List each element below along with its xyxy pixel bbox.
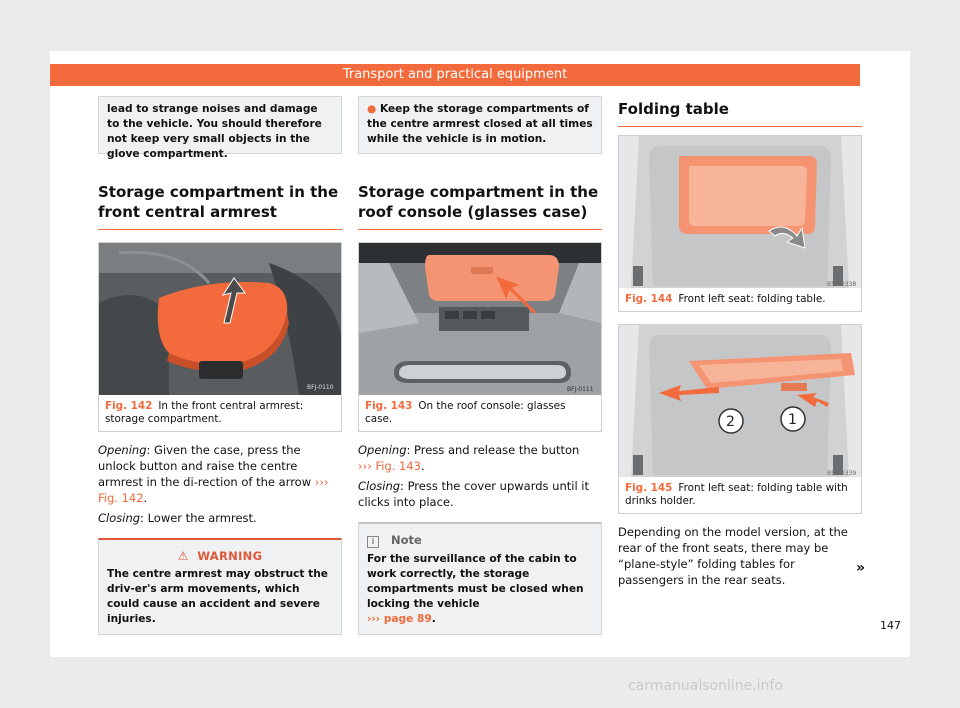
folding-table-paragraph: Depending on the model version, at the rear of the front seats, there may be “plane-style” folding tables for passengers in the rear seats. — [618, 525, 848, 587]
figure-code: BFJ-0110 — [307, 384, 334, 391]
figure-label: Fig. 145 — [625, 482, 673, 494]
intro-box-text: lead to strange noises and damage to the vehicle. You should therefore not keep very small objects in the glove compartment. — [107, 103, 322, 160]
figure-caption-text: Front left seat: folding table with drinks holder. — [625, 482, 848, 507]
armrest-illustration — [99, 243, 341, 395]
figure-caption — [359, 395, 601, 431]
opening-label: Opening — [358, 443, 407, 457]
closing-text: : Lower the armrest. — [140, 511, 257, 525]
opening-text: : Given the case, press the unlock button and raise the centre armrest in the di-rection of the arrow — [98, 443, 315, 489]
closing-paragraph — [358, 478, 602, 510]
callout-1-number: 1 — [788, 412, 797, 428]
figure-145 — [618, 324, 862, 514]
opening-paragraph: Opening: Given the case, press the unlock button and raise the centre armrest in the di-rection of the arrow ››› Fig. 142. — [98, 443, 329, 505]
folding-table-drinks-holder-illustration — [619, 325, 861, 477]
figure-caption-text: On the roof console: glasses case. — [365, 400, 566, 425]
figure-label: Fig. 142 — [105, 400, 153, 412]
continue-marker: » — [856, 560, 866, 576]
warning-icon: ⚠ — [177, 549, 189, 563]
column-2 — [358, 96, 602, 635]
note-box — [358, 522, 602, 635]
bullet-icon: ● — [367, 103, 377, 115]
figure-ref-link[interactable]: Fig. 142 — [98, 491, 144, 505]
figure-caption — [99, 395, 341, 431]
section-title-roof-console: Storage compartment in the roof console (glasses case) — [358, 182, 602, 230]
figure-code: B57-0339 — [827, 470, 857, 477]
bullet-box — [358, 96, 602, 154]
folding-table-illustration — [619, 136, 861, 288]
section-title-folding-table: Folding table — [618, 96, 862, 127]
page-number: 147 — [880, 619, 901, 632]
figure-label: Fig. 144 — [625, 293, 673, 305]
bullet-box-text: Keep the storage compartments of the centre armrest closed at all times while the vehicle is in motion. — [367, 103, 593, 145]
figure-caption — [619, 477, 861, 513]
ref-symbol: ››› — [367, 613, 381, 625]
page-ref-link[interactable]: page 89 — [383, 613, 432, 625]
closing-text: : Press the cover upwards until it clicks into place. — [358, 479, 589, 509]
note-title — [367, 529, 593, 552]
watermark: carmanualsonline.info — [628, 678, 783, 694]
info-icon: i — [367, 536, 379, 548]
figure-caption — [619, 288, 861, 311]
section-title-armrest: Storage compartment in the front central armrest — [98, 182, 342, 230]
page-header: Transport and practical equipment — [50, 64, 860, 86]
figure-142 — [98, 242, 342, 432]
warning-title — [107, 545, 333, 567]
note-body: For the surveillance of the cabin to work correctly, the storage compartments must be closed when locking the vehicle — [367, 553, 584, 610]
note-title-text: Note — [391, 533, 422, 547]
figure-caption-text: Front left seat: folding table. — [678, 293, 826, 305]
figure-ref-link[interactable]: Fig. 143 — [375, 459, 421, 473]
intro-box — [98, 96, 342, 160]
callout-2-number: 2 — [726, 414, 735, 430]
closing-label: Closing — [358, 479, 401, 493]
figure-label: Fig. 143 — [365, 400, 413, 412]
opening-paragraph: Opening: Press and release the button ››› Fig. 143. — [358, 443, 580, 473]
warning-title-text: WARNING — [197, 549, 263, 563]
warning-box — [98, 538, 342, 635]
note-text: For the surveillance of the cabin to work correctly, the storage compartments must be closed when locking the vehicle ››› page 89. — [367, 553, 584, 625]
ref-symbol: ››› — [314, 475, 329, 489]
roof-console-illustration — [359, 243, 601, 395]
figure-caption-text: In the front central armrest: storage compartment. — [105, 400, 304, 425]
figure-code: BFJ-0111 — [567, 386, 594, 393]
figure-143 — [358, 242, 602, 432]
opening-text: : Press and release the button — [406, 443, 580, 457]
figure-144 — [618, 135, 862, 312]
closing-paragraph — [98, 510, 342, 526]
opening-label: Opening — [98, 443, 147, 457]
closing-label: Closing — [98, 511, 141, 525]
column-3 — [618, 96, 862, 588]
ref-symbol: ››› — [358, 459, 372, 473]
figure-code: B57-0338 — [827, 281, 857, 288]
warning-text: The centre armrest may obstruct the driv-er's arm movements, which could cause an accident and severe injuries. — [107, 568, 328, 625]
column-1 — [98, 96, 342, 635]
